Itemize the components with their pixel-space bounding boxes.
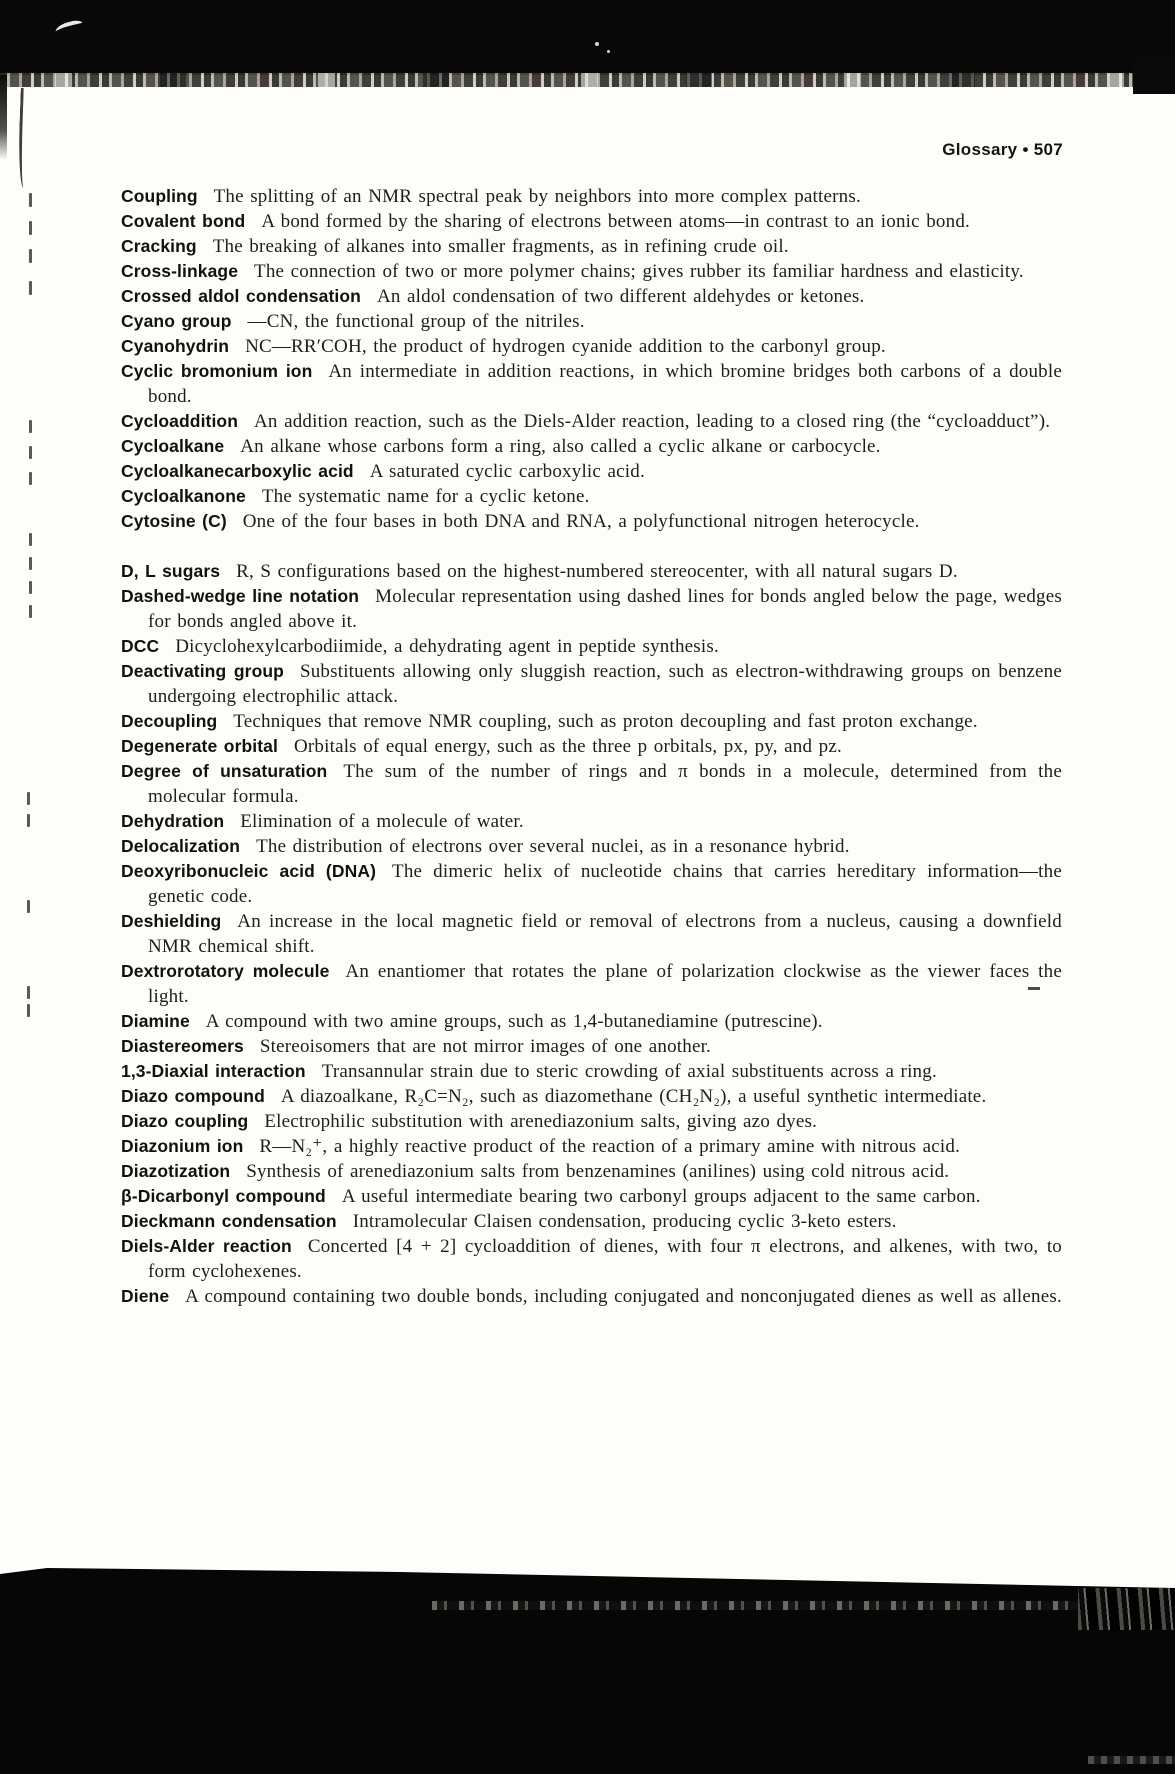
scan-artifact-speck [607,50,610,53]
scan-tick [29,221,32,235]
entry-definition: Elimination of a molecule of water. [240,811,524,832]
entry-definition: An intermediate in addition reactions, in which bromine bridges both carbons of a double bond. [148,361,1062,407]
glossary-entry [121,259,1062,284]
glossary-entry [121,909,1062,959]
scan-artifact-bottom-band [0,1566,1175,1774]
glossary-entry [121,809,1062,834]
glossary-entry [121,859,1062,909]
glossary-entry [121,334,1062,359]
entry-definition: Intramolecular Claisen condensation, producing cyclic 3-keto esters. [352,1211,897,1232]
entry-term: Cross-linkage [121,261,239,281]
entry-term: Diazonium ion [121,1136,244,1156]
entry-definition: An addition reaction, such as the Diels-Alder reaction, leading to a closed ring (the “cycloadduct”). [254,411,1051,432]
scan-tick [29,249,32,263]
entry-definition: Synthesis of arenediazonium salts from benzenamines (anilines) using cold nitrous acid. [246,1161,950,1182]
glossary-entry [121,1159,1062,1184]
glossary-entry [121,484,1062,509]
entry-term: 1,3-Diaxial interaction [121,1061,306,1081]
entry-definition: A bond formed by the sharing of electrons between atoms—in contrast to an ionic bond. [261,211,970,232]
glossary-entry [121,359,1062,409]
glossary-entry [121,759,1062,809]
entry-definition: Techniques that remove NMR coupling, such as proton decoupling and fast proton exchange. [233,711,978,732]
scan-artifact-bottom-noise-strip [432,1601,1080,1610]
entry-definition: The connection of two or more polymer chains; gives rubber its familiar hardness and elasticity. [254,261,1024,282]
entry-term: Cytosine (C) [121,511,227,531]
entry-term: Diazo coupling [121,1111,249,1131]
entry-term: Deoxyribonucleic acid (DNA) [121,861,377,881]
entry-term: Diazotization [121,1161,231,1181]
glossary-entry [121,1134,1062,1159]
glossary-entry [121,734,1062,759]
scan-artifact-hook-mark [54,19,84,36]
scan-artifact-page-curl [17,88,29,188]
entry-definition: Transannular strain due to steric crowding of axial substituents across a ring. [321,1061,937,1082]
scan-artifact-bottom-corner [1088,1756,1175,1764]
glossary-entry [121,1084,1062,1109]
entry-term: Cyanohydrin [121,336,230,356]
entry-term: Deactivating group [121,661,284,681]
glossary-entry [121,1209,1062,1234]
entry-term: Cycloalkane [121,436,225,456]
glossary-list [121,184,1062,1309]
glossary-entry [121,459,1062,484]
entry-definition: An enantiomer that rotates the plane of polarization clockwise as the viewer faces the light. [148,961,1062,1007]
entry-definition: An aldol condensation of two different aldehydes or ketones. [376,286,865,307]
entry-term: β-Dicarbonyl compound [121,1186,326,1206]
entry-term: D, L sugars [121,561,221,581]
scan-tick [29,557,32,570]
entry-definition: A compound with two amine groups, such as 1,4-butanediamine (putrescine). [205,1011,823,1032]
scan-artifact-noise-strip-overlay [0,73,1175,87]
glossary-entry [121,234,1062,259]
glossary-entry [121,409,1062,434]
entry-definition: Substituents allowing only sluggish reaction, such as electron-withdrawing groups on benzene undergoing electrophilic attack. [148,661,1062,707]
entry-definition: The distribution of electrons over several nuclei, as in a resonance hybrid. [256,836,850,857]
scan-tick [29,420,32,433]
glossary-entry [121,1184,1062,1209]
scan-tick [27,986,30,999]
page-header: Glossary • 507 [942,140,1063,159]
glossary-entry [121,1059,1062,1084]
entry-term: Cyano group [121,311,232,331]
scan-artifact-right-notch [1133,58,1175,94]
scan-artifact-top-band [0,0,1175,75]
glossary-entry [121,559,1062,584]
entry-term: Coupling [121,186,198,206]
scan-tick [27,900,30,913]
entry-definition: R—N₂⁺, a highly reactive product of the reaction of a primary amine with nitrous acid. [259,1136,961,1157]
scan-tick [27,792,30,805]
glossary-entry [121,309,1062,334]
entry-definition: NC—RR′COH, the product of hydrogen cyanide addition to the carbonyl group. [245,336,886,357]
entry-term: Cycloalkanone [121,486,246,506]
entry-definition: The systematic name for a cyclic ketone. [261,486,590,507]
entry-term: Cycloaddition [121,411,238,431]
entry-term: Delocalization [121,836,241,856]
entry-definition: Orbitals of equal energy, such as the three p orbitals, px, py, and pz. [293,736,842,757]
glossary-entry [121,209,1062,234]
scan-tick [27,1004,30,1017]
glossary-entry [121,834,1062,859]
glossary-entry [121,584,1062,634]
entry-term: Dieckmann condensation [121,1211,337,1231]
glossary-entry [121,1034,1062,1059]
entry-definition: The splitting of an NMR spectral peak by neighbors into more complex patterns. [213,186,861,207]
entry-term: Dextrorotatory molecule [121,961,330,981]
entry-term: Dehydration [121,811,225,831]
glossary-entry [121,634,1062,659]
entry-definition: Molecular representation using dashed lines for bonds angled below the page, wedges for bonds angled above it. [148,586,1062,632]
glossary-entry [121,184,1062,209]
glossary-entry [121,959,1062,1009]
scan-tick [29,446,32,459]
entry-term: Cycloalkanecarboxylic acid [121,461,354,481]
scan-tick [29,281,32,295]
glossary-entry [121,434,1062,459]
entry-term: Deshielding [121,911,222,931]
scan-tick [29,605,32,618]
entry-term: Diamine [121,1011,190,1031]
glossary-entry [121,1109,1062,1134]
entry-term: Cracking [121,236,197,256]
entry-definition: The sum of the number of rings and π bonds in a molecule, determined from the molecular formula. [148,761,1062,807]
glossary-entry [121,1234,1062,1284]
entry-definition: Concerted [4 + 2] cycloaddition of dienes, with four π electrons, and alkenes, with two, to form cyclohexenes. [148,1236,1062,1282]
entry-definition: A diazoalkane, R₂C=N₂, such as diazomethane (CH₂N₂), a useful synthetic intermediate. [280,1086,987,1107]
scan-tick [27,814,30,827]
glossary-entry [121,509,1062,534]
scan-artifact-edge-sliver [0,75,7,160]
entry-term: Diazo compound [121,1086,265,1106]
entry-term: Diene [121,1286,170,1306]
entry-term: Diels-Alder reaction [121,1236,292,1256]
scan-tick [29,193,32,207]
glossary-entry [121,659,1062,709]
entry-definition: A useful intermediate bearing two carbonyl groups adjacent to the same carbon. [341,1186,981,1207]
entry-definition: The dimeric helix of nucleotide chains that carries hereditary information—the genetic code. [148,861,1062,907]
entry-term: Dashed-wedge line notation [121,586,360,606]
glossary-entry [121,1009,1062,1034]
entry-term: Diastereomers [121,1036,244,1056]
scan-tick [29,581,32,594]
glossary-entry [121,284,1062,309]
entry-term: DCC [121,636,160,656]
entry-term: Crossed aldol condensation [121,286,361,306]
entry-definition: Stereoisomers that are not mirror images of one another. [259,1036,712,1057]
entry-definition: R, S configurations based on the highest-numbered stereocenter, with all natural sugars D. [236,561,958,582]
scan-tick [29,472,32,485]
entry-definition: Electrophilic substitution with arenediazonium salts, giving azo dyes. [264,1111,818,1132]
entry-term: Degenerate orbital [121,736,278,756]
entry-definition: One of the four bases in both DNA and RNA, a polyfunctional nitrogen heterocycle. [242,511,920,532]
scan-artifact-bottom-texture [1078,1588,1175,1630]
entry-definition: —CN, the functional group of the nitriles. [247,311,585,332]
entry-definition: An increase in the local magnetic field or removal of electrons from a nucleus, causing a downfield NMR chemical shift. [148,911,1062,957]
entry-term: Cyclic bromonium ion [121,361,313,381]
entry-definition: A compound containing two double bonds, including conjugated and nonconjugated dienes as well as allenes. [185,1286,1062,1307]
glossary-entry [121,1284,1062,1309]
entry-term: Decoupling [121,711,218,731]
scan-artifact-speck [595,42,599,46]
entry-term: Degree of unsaturation [121,761,328,781]
entry-term: Covalent bond [121,211,246,231]
entry-definition: The breaking of alkanes into smaller fragments, as in refining crude oil. [212,236,789,257]
scan-tick [29,533,32,546]
entry-definition: A saturated cyclic carboxylic acid. [369,461,645,482]
glossary-entry [121,709,1062,734]
entry-definition: Dicyclohexylcarbodiimide, a dehydrating agent in peptide synthesis. [175,636,719,657]
entry-definition: An alkane whose carbons form a ring, also called a cyclic alkane or carbocycle. [240,436,881,457]
